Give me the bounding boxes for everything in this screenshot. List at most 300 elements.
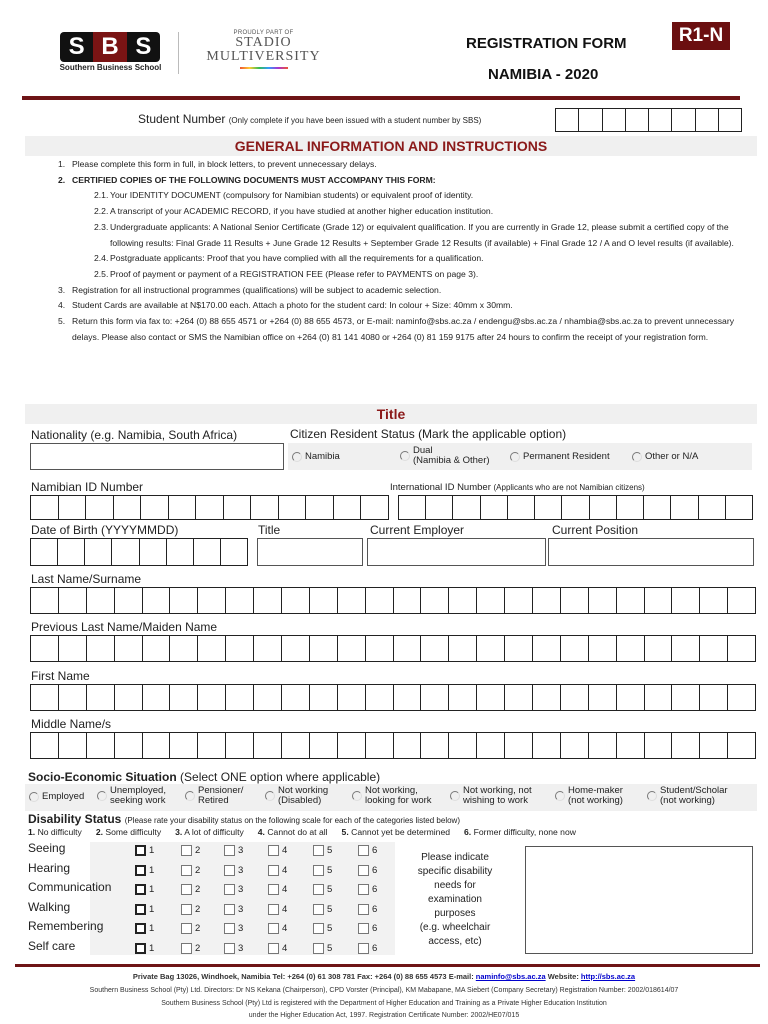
- middle-name-label: Middle Name/s: [31, 717, 112, 731]
- socio-option[interactable]: [97, 786, 166, 806]
- disability-checkbox[interactable]: [181, 884, 200, 895]
- char-box[interactable]: [700, 636, 728, 661]
- disability-checkbox[interactable]: [135, 845, 154, 856]
- disability-checkbox[interactable]: [224, 845, 243, 856]
- scale-number: 4.: [257, 827, 265, 837]
- employer-input[interactable]: [367, 538, 546, 566]
- char-box[interactable]: [700, 733, 728, 758]
- disability-checkbox[interactable]: [313, 904, 332, 915]
- label-text: Disability Status: [28, 812, 122, 826]
- disability-checkbox[interactable]: [358, 865, 377, 876]
- char-box[interactable]: [421, 588, 449, 613]
- scale-text: Some difficulty: [105, 827, 162, 837]
- disability-needs-label: [400, 851, 510, 949]
- option-label: Student/Scholar: [660, 785, 728, 796]
- disability-checkbox[interactable]: [358, 845, 377, 856]
- char-box[interactable]: [728, 636, 755, 661]
- checkbox-icon: [313, 884, 324, 895]
- char-box[interactable]: [366, 733, 394, 758]
- char-box[interactable]: [477, 685, 505, 710]
- option-label: Not working,: [365, 785, 418, 796]
- website-label: Website:: [545, 972, 581, 981]
- char-box[interactable]: [310, 636, 338, 661]
- item-text: Registration for all instructional programmes (qualifications) will be subject to academic selection.: [72, 284, 442, 295]
- char-box[interactable]: [85, 539, 112, 565]
- char-box[interactable]: [87, 733, 115, 758]
- radio-icon: [97, 791, 107, 801]
- char-box[interactable]: [535, 496, 562, 519]
- char-box[interactable]: [672, 636, 700, 661]
- citizen-option-other[interactable]: [632, 452, 698, 462]
- char-box[interactable]: [589, 636, 617, 661]
- socio-option[interactable]: [555, 786, 623, 806]
- option-sublabel: (not working): [568, 795, 623, 806]
- char-box[interactable]: [194, 539, 221, 565]
- char-box[interactable]: [334, 496, 362, 519]
- disability-checkbox[interactable]: [313, 884, 332, 895]
- disability-label: [28, 812, 460, 826]
- footer-registration: Southern Business School (Pty) Ltd is registered with the Department of Higher Education and Training as a Private Higher Education Institution: [161, 1000, 607, 1007]
- disability-checkbox[interactable]: [135, 923, 154, 934]
- char-box[interactable]: [251, 496, 279, 519]
- char-box[interactable]: [338, 636, 366, 661]
- disability-checkbox[interactable]: [224, 865, 243, 876]
- char-box[interactable]: [114, 496, 142, 519]
- checkbox-icon: [358, 943, 369, 954]
- char-box[interactable]: [394, 685, 422, 710]
- item-text: Proof of payment or payment of a REGISTRATION FEE (Please refer to PAYMENTS on page 3).: [110, 268, 479, 279]
- char-box[interactable]: [645, 588, 673, 613]
- char-box[interactable]: [338, 733, 366, 758]
- last-name-input[interactable]: [30, 587, 756, 614]
- char-box[interactable]: [366, 685, 394, 710]
- char-box[interactable]: [221, 539, 247, 565]
- nationality-input[interactable]: [30, 443, 284, 470]
- char-box[interactable]: [589, 685, 617, 710]
- disability-checkbox[interactable]: [181, 845, 200, 856]
- char-box[interactable]: [533, 588, 561, 613]
- char-box[interactable]: [449, 733, 477, 758]
- level-label: 3: [238, 903, 244, 915]
- socio-option[interactable]: [185, 786, 243, 806]
- char-box[interactable]: [306, 496, 334, 519]
- stadio-logo: [196, 30, 331, 69]
- char-box[interactable]: [728, 685, 755, 710]
- option-sublabel: Retired: [198, 795, 229, 806]
- first-name-label: First Name: [31, 669, 90, 683]
- citizen-option-dual[interactable]: [400, 446, 490, 466]
- disability-checkbox[interactable]: [313, 943, 332, 954]
- char-box[interactable]: [590, 496, 617, 519]
- char-box[interactable]: [254, 588, 282, 613]
- disability-checkbox[interactable]: [268, 845, 287, 856]
- char-box[interactable]: [449, 685, 477, 710]
- scale-number: 6.: [464, 827, 472, 837]
- disability-category: Communication: [28, 880, 112, 894]
- char-box[interactable]: [115, 636, 143, 661]
- item-text: Your IDENTITY DOCUMENT (compulsory for Namibian students) or equivalent proof of identity.: [110, 190, 474, 201]
- char-box[interactable]: [644, 496, 671, 519]
- checkbox-icon: [268, 845, 279, 856]
- char-box[interactable]: [198, 636, 226, 661]
- disability-checkbox[interactable]: [313, 923, 332, 934]
- level-label: 1: [149, 903, 155, 915]
- instruction-item: [58, 220, 758, 251]
- label-note: (Select ONE option where applicable): [180, 770, 381, 784]
- first-name-input[interactable]: [30, 684, 756, 711]
- char-box[interactable]: [617, 496, 644, 519]
- scale-text: A lot of difficulty: [184, 827, 244, 837]
- contact-text: Private Bag 13026, Windhoek, Namibia Tel: +264 (0) 61 308 781 Fax: +264 (0) 88 655 4573 E-mail:: [132, 972, 476, 981]
- char-box[interactable]: [394, 733, 422, 758]
- checkbox-icon: [358, 923, 369, 934]
- option-label: Home-maker: [568, 785, 623, 796]
- char-box[interactable]: [426, 496, 453, 519]
- scale-item: [342, 827, 450, 837]
- socio-option[interactable]: [265, 786, 328, 806]
- char-box[interactable]: [617, 685, 645, 710]
- char-box[interactable]: [170, 733, 198, 758]
- char-box[interactable]: [254, 733, 282, 758]
- socio-option[interactable]: [450, 786, 532, 806]
- disability-checkbox[interactable]: [358, 904, 377, 915]
- char-box[interactable]: [198, 733, 226, 758]
- char-box[interactable]: [671, 496, 698, 519]
- char-box[interactable]: [603, 109, 626, 131]
- char-box[interactable]: [589, 588, 617, 613]
- disability-checkbox[interactable]: [181, 943, 200, 954]
- char-box[interactable]: [198, 685, 226, 710]
- char-box[interactable]: [31, 636, 59, 661]
- option-label: Dual: [413, 445, 433, 456]
- level-label: 2: [195, 845, 201, 856]
- disability-checkbox[interactable]: [135, 943, 154, 954]
- checkbox-icon: [135, 845, 146, 856]
- checkbox-icon: [313, 904, 324, 915]
- citizen-option-namibia[interactable]: [292, 452, 340, 462]
- char-box[interactable]: [726, 496, 752, 519]
- level-label: 5: [327, 845, 333, 856]
- needs-line: purposes: [434, 908, 476, 919]
- char-box[interactable]: [481, 496, 508, 519]
- char-box[interactable]: [421, 685, 449, 710]
- header-rule: [22, 96, 740, 100]
- char-box[interactable]: [140, 539, 167, 565]
- char-box[interactable]: [226, 685, 254, 710]
- char-box[interactable]: [366, 636, 394, 661]
- char-box[interactable]: [254, 685, 282, 710]
- level-label: 2: [195, 864, 201, 876]
- char-box[interactable]: [143, 733, 171, 758]
- disability-checkbox[interactable]: [268, 884, 287, 895]
- char-box[interactable]: [672, 109, 695, 131]
- char-box[interactable]: [421, 733, 449, 758]
- char-box[interactable]: [505, 685, 533, 710]
- label-text: Student Number: [138, 112, 226, 126]
- char-box[interactable]: [728, 588, 755, 613]
- char-box[interactable]: [282, 636, 310, 661]
- title-input[interactable]: [257, 538, 363, 566]
- char-box[interactable]: [224, 496, 252, 519]
- char-box[interactable]: [505, 733, 533, 758]
- checkbox-icon: [181, 884, 192, 895]
- char-box[interactable]: [338, 685, 366, 710]
- char-box[interactable]: [196, 496, 224, 519]
- disability-checkbox[interactable]: [268, 923, 287, 934]
- disability-checkbox[interactable]: [181, 923, 200, 934]
- email-link[interactable]: naminfo@sbs.ac.za: [475, 972, 546, 981]
- level-label: 5: [327, 923, 333, 934]
- checkbox-icon: [268, 884, 279, 895]
- disability-checkbox[interactable]: [224, 884, 243, 895]
- char-box[interactable]: [167, 539, 194, 565]
- char-box[interactable]: [700, 588, 728, 613]
- char-box[interactable]: [617, 636, 645, 661]
- char-box[interactable]: [31, 539, 58, 565]
- char-box[interactable]: [254, 636, 282, 661]
- char-box[interactable]: [617, 588, 645, 613]
- level-label: 4: [282, 845, 288, 856]
- char-box[interactable]: [533, 636, 561, 661]
- char-box[interactable]: [86, 496, 114, 519]
- char-box[interactable]: [421, 636, 449, 661]
- char-box[interactable]: [589, 733, 617, 758]
- disability-checkbox[interactable]: [224, 943, 243, 954]
- checkbox-icon: [224, 845, 235, 856]
- char-box[interactable]: [508, 496, 535, 519]
- char-box[interactable]: [31, 496, 59, 519]
- char-box[interactable]: [699, 496, 726, 519]
- char-box[interactable]: [700, 685, 728, 710]
- item-number: 4.: [58, 300, 66, 311]
- disability-checkbox[interactable]: [181, 865, 200, 876]
- radio-icon: [510, 452, 520, 462]
- char-box[interactable]: [645, 733, 673, 758]
- char-box[interactable]: [59, 685, 87, 710]
- item-number: 3.: [58, 284, 66, 295]
- item-number: 2.5.: [94, 268, 109, 279]
- position-input[interactable]: [548, 538, 754, 566]
- checkbox-icon: [181, 943, 192, 954]
- char-box[interactable]: [31, 588, 59, 613]
- char-box[interactable]: [561, 685, 589, 710]
- char-box[interactable]: [361, 496, 388, 519]
- needs-line: (e.g. wheelchair: [419, 922, 491, 933]
- char-box[interactable]: [394, 588, 422, 613]
- label-note: (Applicants who are not Namibian citizens): [493, 483, 645, 492]
- char-box[interactable]: [579, 109, 602, 131]
- char-box[interactable]: [533, 733, 561, 758]
- option-sublabel: looking for work: [365, 795, 432, 806]
- char-box[interactable]: [477, 636, 505, 661]
- radio-icon: [632, 452, 642, 462]
- char-box[interactable]: [87, 636, 115, 661]
- char-box[interactable]: [59, 588, 87, 613]
- item-number: 2.3.: [94, 221, 109, 232]
- dob-input[interactable]: [30, 538, 248, 566]
- disability-checkbox[interactable]: [224, 904, 243, 915]
- item-text: Please complete this form in full, in block letters, to prevent unnecessary delays.: [72, 159, 377, 169]
- disability-checkbox[interactable]: [358, 923, 377, 934]
- char-box[interactable]: [672, 733, 700, 758]
- disability-checkbox[interactable]: [135, 865, 154, 876]
- disability-checkbox[interactable]: [313, 865, 332, 876]
- citizen-option-permanent[interactable]: [510, 452, 610, 462]
- char-box[interactable]: [505, 636, 533, 661]
- char-box[interactable]: [169, 496, 197, 519]
- char-box[interactable]: [141, 496, 169, 519]
- char-box[interactable]: [394, 636, 422, 661]
- socio-option[interactable]: [29, 792, 84, 802]
- logo-letter: B: [93, 32, 126, 62]
- char-box[interactable]: [310, 685, 338, 710]
- char-box[interactable]: [399, 496, 426, 519]
- char-box[interactable]: [170, 588, 198, 613]
- instruction-item: [58, 283, 758, 299]
- char-box[interactable]: [59, 636, 87, 661]
- char-box[interactable]: [477, 588, 505, 613]
- char-box[interactable]: [649, 109, 672, 131]
- level-label: 3: [238, 845, 244, 856]
- char-box[interactable]: [477, 733, 505, 758]
- char-box[interactable]: [282, 685, 310, 710]
- socio-option[interactable]: [352, 786, 432, 806]
- char-box[interactable]: [617, 733, 645, 758]
- char-box[interactable]: [279, 496, 307, 519]
- radio-icon: [29, 792, 39, 802]
- instruction-item: [58, 204, 758, 220]
- char-box[interactable]: [449, 636, 477, 661]
- char-box[interactable]: [672, 588, 700, 613]
- char-box[interactable]: [226, 636, 254, 661]
- char-box[interactable]: [226, 588, 254, 613]
- student-number-input[interactable]: [555, 108, 742, 132]
- level-label: 4: [282, 942, 288, 954]
- intl-id-label: [390, 482, 645, 493]
- char-box[interactable]: [449, 588, 477, 613]
- char-box[interactable]: [115, 588, 143, 613]
- level-label: 6: [372, 923, 378, 934]
- char-box[interactable]: [143, 588, 171, 613]
- disability-checkbox[interactable]: [181, 904, 200, 915]
- char-box[interactable]: [556, 109, 579, 131]
- disability-checkbox[interactable]: [358, 884, 377, 895]
- char-box[interactable]: [696, 109, 719, 131]
- disability-checkbox[interactable]: [313, 845, 332, 856]
- char-box[interactable]: [31, 733, 59, 758]
- char-box[interactable]: [112, 539, 139, 565]
- footer-contact: [0, 972, 768, 981]
- student-number-label: [138, 112, 481, 126]
- char-box[interactable]: [87, 685, 115, 710]
- prev-name-input[interactable]: [30, 635, 756, 662]
- char-box[interactable]: [115, 685, 143, 710]
- char-box[interactable]: [728, 733, 755, 758]
- option-sublabel: wishing to work: [463, 795, 528, 806]
- stadio-text: STADIO: [235, 35, 292, 50]
- form-subtitle: NAMIBIA - 2020: [488, 66, 599, 83]
- scale-item: [258, 827, 328, 837]
- disability-checkbox[interactable]: [135, 884, 154, 895]
- char-box[interactable]: [282, 588, 310, 613]
- level-label: 1: [149, 884, 155, 895]
- scale-text: Former difficulty, none now: [473, 827, 576, 837]
- char-box[interactable]: [59, 733, 87, 758]
- radio-icon: [265, 791, 275, 801]
- intl-id-input[interactable]: [398, 495, 753, 520]
- char-box[interactable]: [533, 685, 561, 710]
- disability-checkbox[interactable]: [135, 904, 154, 915]
- instructions-list: [58, 157, 758, 345]
- checkbox-icon: [313, 943, 324, 954]
- level-label: 2: [195, 903, 201, 915]
- char-box[interactable]: [31, 685, 59, 710]
- char-box[interactable]: [282, 733, 310, 758]
- form-title: REGISTRATION FORM: [466, 35, 627, 52]
- char-box[interactable]: [115, 733, 143, 758]
- disability-needs-input[interactable]: [525, 846, 753, 954]
- char-box[interactable]: [310, 588, 338, 613]
- disability-checkbox[interactable]: [358, 943, 377, 954]
- radio-icon: [555, 791, 565, 801]
- level-label: 6: [372, 903, 378, 915]
- level-label: 3: [238, 942, 244, 954]
- disability-checkbox[interactable]: [268, 865, 287, 876]
- middle-name-input[interactable]: [30, 732, 756, 759]
- char-box[interactable]: [366, 588, 394, 613]
- checkbox-icon: [181, 845, 192, 856]
- item-text: Return this form via fax to: +264 (0) 88 655 4571 or +264 (0) 88 655 4573, or E-mail: naminfo@sbs.ac.za / endengu@sbs.ac.za / nhambia@sbs.ac.za to prevent unnecessary delays. Please also contact or SMS the Namibian office on +264 (0) 81 141 4080 or +264 (0) 81 159 9175 after 24 hours to confirm the receipt of your registration form.: [72, 316, 734, 342]
- char-box[interactable]: [143, 685, 171, 710]
- char-box[interactable]: [561, 588, 589, 613]
- checkbox-icon: [224, 943, 235, 954]
- char-box[interactable]: [143, 636, 171, 661]
- char-box[interactable]: [562, 496, 589, 519]
- website-link[interactable]: http://sbs.ac.za: [580, 972, 636, 981]
- instruction-item: [58, 298, 758, 314]
- char-box[interactable]: [672, 685, 700, 710]
- char-box[interactable]: [505, 588, 533, 613]
- char-box[interactable]: [226, 733, 254, 758]
- char-box[interactable]: [198, 588, 226, 613]
- namibian-id-input[interactable]: [30, 495, 389, 520]
- char-box[interactable]: [170, 685, 198, 710]
- char-box[interactable]: [453, 496, 480, 519]
- item-text: CERTIFIED COPIES OF THE FOLLOWING DOCUMENTS MUST ACCOMPANY THIS FORM:: [72, 174, 436, 185]
- instruction-item: [58, 314, 758, 345]
- disability-checkbox[interactable]: [268, 943, 287, 954]
- char-box[interactable]: [561, 733, 589, 758]
- char-box[interactable]: [338, 588, 366, 613]
- char-box[interactable]: [645, 636, 673, 661]
- disability-category: Seeing: [28, 841, 66, 855]
- logo-divider: [178, 32, 179, 74]
- char-box[interactable]: [645, 685, 673, 710]
- char-box[interactable]: [561, 636, 589, 661]
- instruction-item: [58, 157, 758, 173]
- employer-label: Current Employer: [370, 523, 465, 537]
- char-box[interactable]: [87, 588, 115, 613]
- char-box[interactable]: [59, 496, 87, 519]
- disability-checkbox[interactable]: [224, 923, 243, 934]
- char-box[interactable]: [58, 539, 85, 565]
- char-box[interactable]: [310, 733, 338, 758]
- char-box[interactable]: [719, 109, 741, 131]
- char-box[interactable]: [170, 636, 198, 661]
- char-box[interactable]: [626, 109, 649, 131]
- disability-checkbox[interactable]: [268, 904, 287, 915]
- socio-option[interactable]: [647, 786, 728, 806]
